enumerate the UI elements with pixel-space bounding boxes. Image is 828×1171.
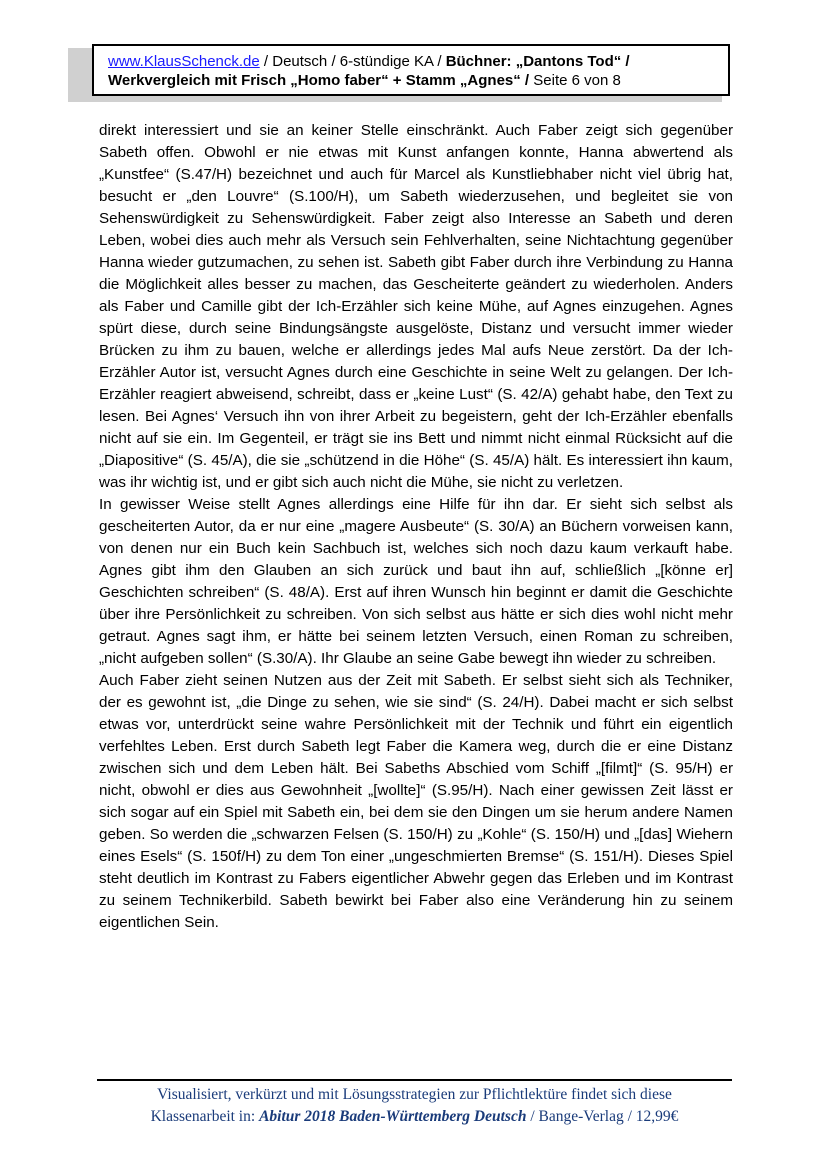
header-line-1: [108, 52, 728, 71]
header-work-title: Büchner: „Dantons Tod“ /: [445, 53, 630, 70]
page-number: Seite 6 von 8: [529, 72, 621, 89]
paragraph: In gewisser Weise stellt Agnes allerdings eine Hilfe für ihn dar. Er sieht sich selbst als gescheiterten Autor, da er nur eine „magere Ausbeute“ (S. 30/A) an Büchern vorweisen kann, von denen nur ein Buch kein Sachbuch ist, welches sich noch dazu kaum verkauft habe. Agnes gibt ihm den Glauben an sich zurück und baut ihn auf, schließlich „[könne er] Geschichten schreiben“ (S. 48/A). Erst auf ihren Wunsch hin beginnt er damit die Geschichte über ihre Persönlichkeit zu schreiben. Von sich selbst aus hätte er sich dies wohl nicht mehr getraut. Agnes sagt ihm, er hätte bei seinem letzten Versuch, einen Roman zu schreiben, „nicht aufgeben sollen“ (S.30/A). Ihr Glaube an seine Gabe bewegt ihn wieder zu schreiben.: [99, 496, 733, 667]
page-header: [92, 44, 730, 96]
website-link[interactable]: www.KlausSchenck.de: [108, 53, 260, 70]
body-text: [99, 120, 733, 934]
paragraph: Auch Faber zieht seinen Nutzen aus der Zeit mit Sabeth. Er selbst sieht sich als Techniker, der es gewohnt ist, „die Dinge zu sehen, wie sie sind“ (S. 24/H). Dabei macht er sich selbst etwas vor, unterdrückt seine wahre Persönlichkeit mit der Technik und führt ein eigentlich verfehltes Leben. Erst durch Sabeth legt Faber die Kamera weg, durch die er eine Distanz zwischen sich und dem Leben hält. Bei Sabeths Abschied vom Schiff „[filmt]“ (S. 95/H) er nicht, obwohl er dies aus Gewohnheit „[wollte]“ (S.95/H). Nach einer gewissen Zeit lässt er sich sogar auf ein Spiel mit Sabeth ein, bei dem sie den Dingen um sie herum andere Namen geben. So werden die „schwarzen Felsen (S. 150/H) zu „Kohle“ (S. 150/H) und „[das] Wiehern eines Esels“ (S. 150f/H) zu dem Ton einer „ungeschmierten Bremse“ (S. 151/H). Dieses Spiel steht deutlich im Kontrast zu Fabers eigentlicher Abwehr gegen das Erleben und im Kontrast zu seinem Technikerbild. Sabeth bewirkt bei Faber also eine Veränderung hin zu seinem eigentlichen Sein.: [99, 672, 733, 931]
header-line-2: [108, 71, 728, 90]
header-subject: / Deutsch / 6-stündige KA /: [259, 53, 446, 70]
footer-line-1: Visualisiert, verkürzt und mit Lösungsstrategien zur Pflichtlektüre findet sich diese: [157, 1086, 672, 1103]
footer-book-title: Abitur 2018 Baden-Württemberg Deutsch: [259, 1108, 527, 1125]
footer-divider: [97, 1079, 732, 1081]
header-comparison: Werkvergleich mit Frisch „Homo faber“ + Stamm „Agnes“ /: [108, 72, 530, 89]
footer-publisher: / Bange-Verlag / 12,99€: [526, 1108, 679, 1125]
footer-prefix: Klassenarbeit in:: [150, 1108, 260, 1125]
paragraph: direkt interessiert und sie an keiner Stelle einschränkt. Auch Faber zeigt sich gegenüber Sabeth offen. Obwohl er nie etwas mit Kunst anfangen konnte, Hanna abwertend als „Kunstfee“ (S.47/H) bezeichnet und auch für Marcel als Kunstliebhaber nicht viel übrig hat, besucht er „den Louvre“ (S.100/H), um Sabeth wiederzusehen, und begleitet sie von Sehenswürdigkeit zu Sehenswürdigkeit. Faber zeigt also Interesse an Sabeth und deren Leben, wobei dies auch mehr als Versuch sein Fehlverhalten, seine Nichtachtung gegenüber Hanna wieder gutzumachen, zu sehen ist. Sabeth gibt Faber durch ihre Verbindung zu Hanna die Möglichkeit alles besser zu machen, das Gescheiterte geändert zu wiederholen. Anders als Faber und Camille gibt der Ich-Erzähler sich keine Mühe, auf Agnes einzugehen. Agnes spürt diese, durch seine Bindungsängste ausgelöste, Distanz und versucht immer wieder Brücken zu ihm zu bauen, welche er allerdings jedes Mal aufs Neue zerstört. Da der Ich-Erzähler Autor ist, versucht Agnes durch eine Geschichte in seine Welt zu gelangen. Der Ich-Erzähler reagiert abweisend, schreibt, dass er „keine Lust“ (S. 42/A) gehabt habe, den Text zu lesen. Bei Agnes‘ Versuch ihn von ihrer Arbeit zu begeistern, geht der Ich-Erzähler ebenfalls nicht auf sie ein. Im Gegenteil, er trägt sie ins Bett und nimmt nicht einmal Rücksicht auf die „Diapositive“ (S. 45/A), die sie „schützend in die Höhe“ (S. 45/A) hält. Es interessiert ihn kaum, was ihr wichtig ist, und er gibt sich auch nicht die Mühe, sie nicht zu verletzen.: [99, 122, 733, 491]
page-footer: [97, 1084, 732, 1128]
footer-line-2: [97, 1106, 732, 1128]
